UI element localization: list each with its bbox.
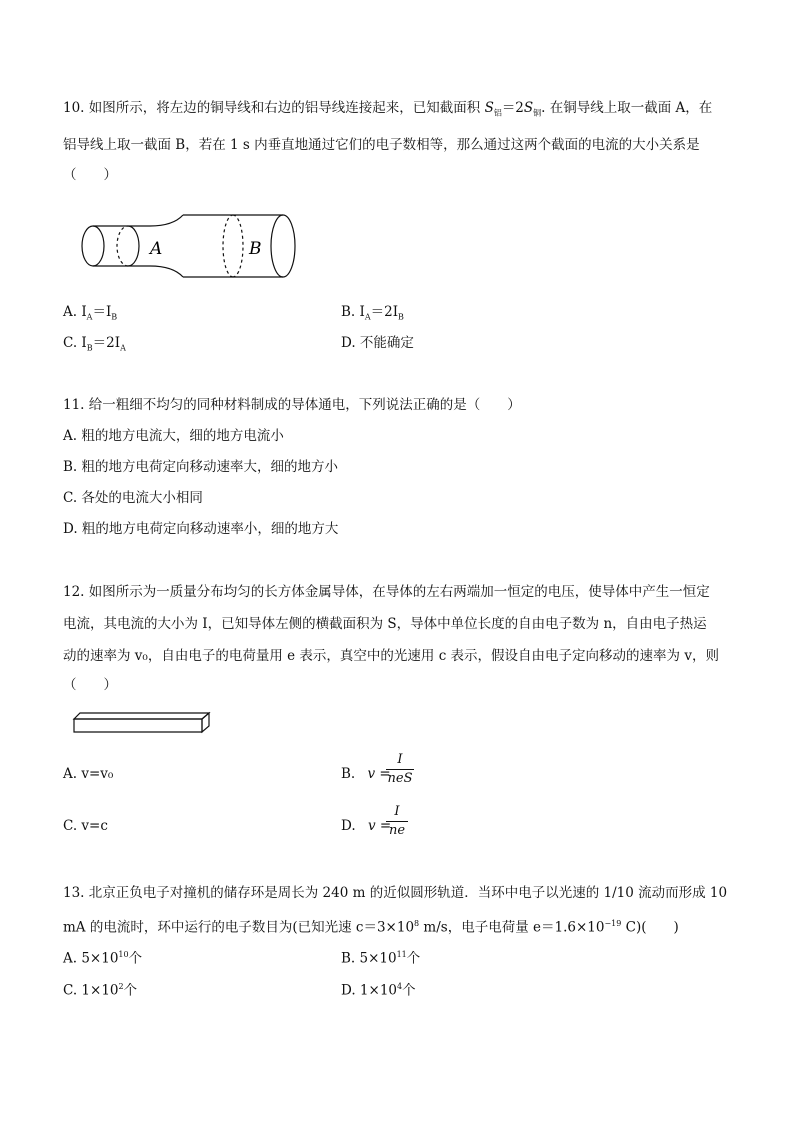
q10-option-d[interactable]: D. 不能确定 [341, 335, 414, 351]
q13-stem-line1: 13. 北京正负电子对撞机的储存环是周长为 240 m 的近似圆形轨道．当环中电子以光速的 1/10 流动而形成 10 [63, 885, 728, 901]
q10-option-c[interactable]: C. $I_B=2I_A$ [63, 335, 126, 353]
q10-stem-line2: 铝导线上取一截面 B，若在 1 s 内垂直地通过它们的电子数相等，那么通过这两个截面的电流的大小关系是 [63, 137, 700, 153]
q10-stem-line1: 10. 如图所示，将左边的铜导线和右边的铝导线连接起来，已知截面积 $S_铝=2S_铜$. 在铜导线上取一截面 A，在 [63, 100, 713, 118]
q13-option-c[interactable]: C. $1\times 10^2$个 [63, 982, 138, 999]
q12-option-b[interactable]: B. v = [341, 766, 391, 782]
q12-conductor-figure [72, 711, 214, 735]
q11-stem: 11. 给一粗细不均匀的同种材料制成的导体通电，下列说法正确的是（ ） [63, 397, 521, 413]
q11-option-a[interactable]: A. 粗的地方电流大，细的地方电流小 [63, 428, 284, 444]
q10-wire-figure [78, 210, 303, 282]
q11-option-b[interactable]: B. 粗的地方电荷定向移动速率大，细的地方小 [63, 459, 339, 475]
q13-option-b[interactable]: B. $5\times 10^{11}$个 [341, 950, 421, 967]
q11-option-d[interactable]: D. 粗的地方电荷定向移动速率小，细的地方大 [63, 521, 339, 537]
q12-option-b-fraction: I neS [387, 752, 413, 786]
q12-stem-line2: 电流，其电流的大小为 I，已知导体左侧的横截面积为 S，导体中单位长度的自由电子数为 n，自由电子热运 [63, 616, 707, 632]
q13-option-d[interactable]: D. $1\times 10^4$个 [341, 982, 416, 999]
q10-option-b[interactable]: B. $I_A=2I_B$ [341, 304, 404, 322]
q11-option-c[interactable]: C. 各处的电流大小相同 [63, 490, 203, 506]
q10-option-a[interactable]: A. $I_A=I_B$ [63, 304, 118, 322]
q12-option-c[interactable]: C. v=c [63, 818, 108, 834]
q13-option-a[interactable]: A. $5\times 10^{10}$个 [63, 950, 143, 967]
q12-option-a[interactable]: A. v=v₀ [63, 766, 114, 782]
q12-paren: （ ） [63, 677, 117, 693]
q10-label-a: A [150, 239, 163, 259]
q12-option-d-fraction: I ne [386, 804, 408, 839]
q13-stem-line2: mA 的电流时，环中运行的电子数目为(已知光速 $c=3\times 10^8$ m/s，电子电荷量 $e=1.6\times 10^{-19}$ C)( ) [63, 919, 679, 936]
q10-paren: （ ） [63, 167, 117, 183]
q12-option-d[interactable]: D. v = [341, 818, 392, 834]
q10-label-b: B [249, 239, 262, 259]
q12-stem-line1: 12. 如图所示为一质量分布均匀的长方体金属导体，在导体的左右两端加一恒定的电压，使导体中产生一恒定 [63, 584, 710, 600]
q12-stem-line3: 动的速率为 v₀，自由电子的电荷量用 e 表示，真空中的光速用 c 表示，假设自由电子定向移动的速率为 v，则 [63, 648, 719, 664]
